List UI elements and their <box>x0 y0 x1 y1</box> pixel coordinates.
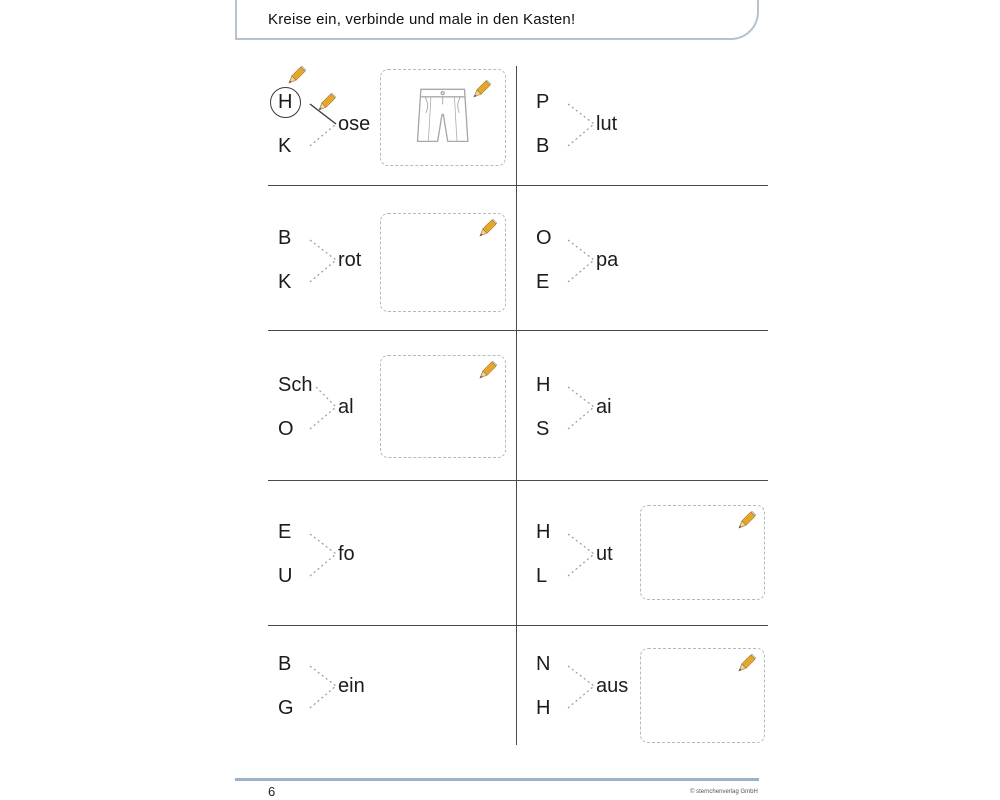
letter-cluster <box>536 522 656 586</box>
letter-option-bottom: H <box>536 697 551 719</box>
letter-option-top <box>278 92 292 112</box>
word-ending: ut <box>596 543 613 565</box>
letter-option-top: N <box>536 653 551 675</box>
row-divider <box>268 185 768 186</box>
exercise-cell-hai <box>528 334 768 479</box>
pencil-icon <box>727 504 764 541</box>
page-title: Kreise ein, verbinde und male in den Kasten! <box>268 11 576 28</box>
word-ending: pa <box>596 248 619 271</box>
pencil-icon <box>468 354 505 391</box>
column-divider <box>516 66 517 745</box>
letter-cluster <box>536 228 656 292</box>
pencil-icon <box>727 647 764 684</box>
letter-option-bottom: L <box>536 565 548 587</box>
word-ending: rot <box>338 248 362 271</box>
word-ending: ai <box>596 395 612 418</box>
letter-option-top: P <box>536 91 550 113</box>
exercise-cell-bein <box>270 629 516 743</box>
pencil-icon <box>468 212 505 249</box>
word-ending: fo <box>338 543 355 565</box>
letter-option-top: Sch <box>278 373 313 396</box>
exercise-cell-haus <box>528 629 768 743</box>
letter-option-bottom: B <box>536 135 550 157</box>
page-number: 6 <box>268 784 276 799</box>
exercise-cell-blut <box>528 64 768 184</box>
letter-cluster <box>536 654 656 718</box>
letter-option-bottom: U <box>278 565 293 587</box>
letter-cluster <box>536 92 656 156</box>
word-ending: al <box>338 395 354 418</box>
drawing-box <box>380 213 506 312</box>
letter-option-top: O <box>536 226 552 249</box>
word-ending: aus <box>596 675 629 697</box>
letter-option-top: B <box>278 226 292 249</box>
exercise-cell-opa <box>528 189 768 330</box>
letter-cluster <box>278 654 398 718</box>
letter-option-bottom: K <box>278 135 292 157</box>
exercise-cell-schal <box>270 334 516 479</box>
letter-option-top: E <box>278 521 292 543</box>
copyright-text: © sternchenverlag GmbH <box>690 789 758 795</box>
letter-option-top: B <box>278 653 292 675</box>
letter-option-bottom: K <box>278 270 292 293</box>
letter-option-bottom: O <box>278 417 294 440</box>
word-ending: ein <box>338 675 365 697</box>
letter-cluster <box>278 522 398 586</box>
letter-text: H <box>278 91 293 113</box>
exercise-cell-brot <box>270 189 516 330</box>
word-ending: lut <box>596 113 618 135</box>
row-divider <box>268 330 768 331</box>
letter-cluster <box>536 375 656 439</box>
footer-rule <box>235 778 759 781</box>
exercise-cell-hut <box>528 484 768 624</box>
letter-option-top: H <box>536 521 551 543</box>
exercise-cell-ufo <box>270 484 516 624</box>
letter-option-bottom: S <box>536 417 550 440</box>
drawing-box <box>380 69 506 166</box>
row-divider <box>268 625 768 626</box>
drawing-box <box>640 505 765 600</box>
drawing-box <box>640 648 765 743</box>
exercise-cell-hose <box>270 64 516 184</box>
letter-option-bottom: E <box>536 270 550 293</box>
row-divider <box>268 480 768 481</box>
drawing-box <box>380 355 506 458</box>
word-ending: ose <box>338 113 371 135</box>
letter-option-top: H <box>536 373 551 396</box>
letter-option-bottom: G <box>278 697 294 719</box>
